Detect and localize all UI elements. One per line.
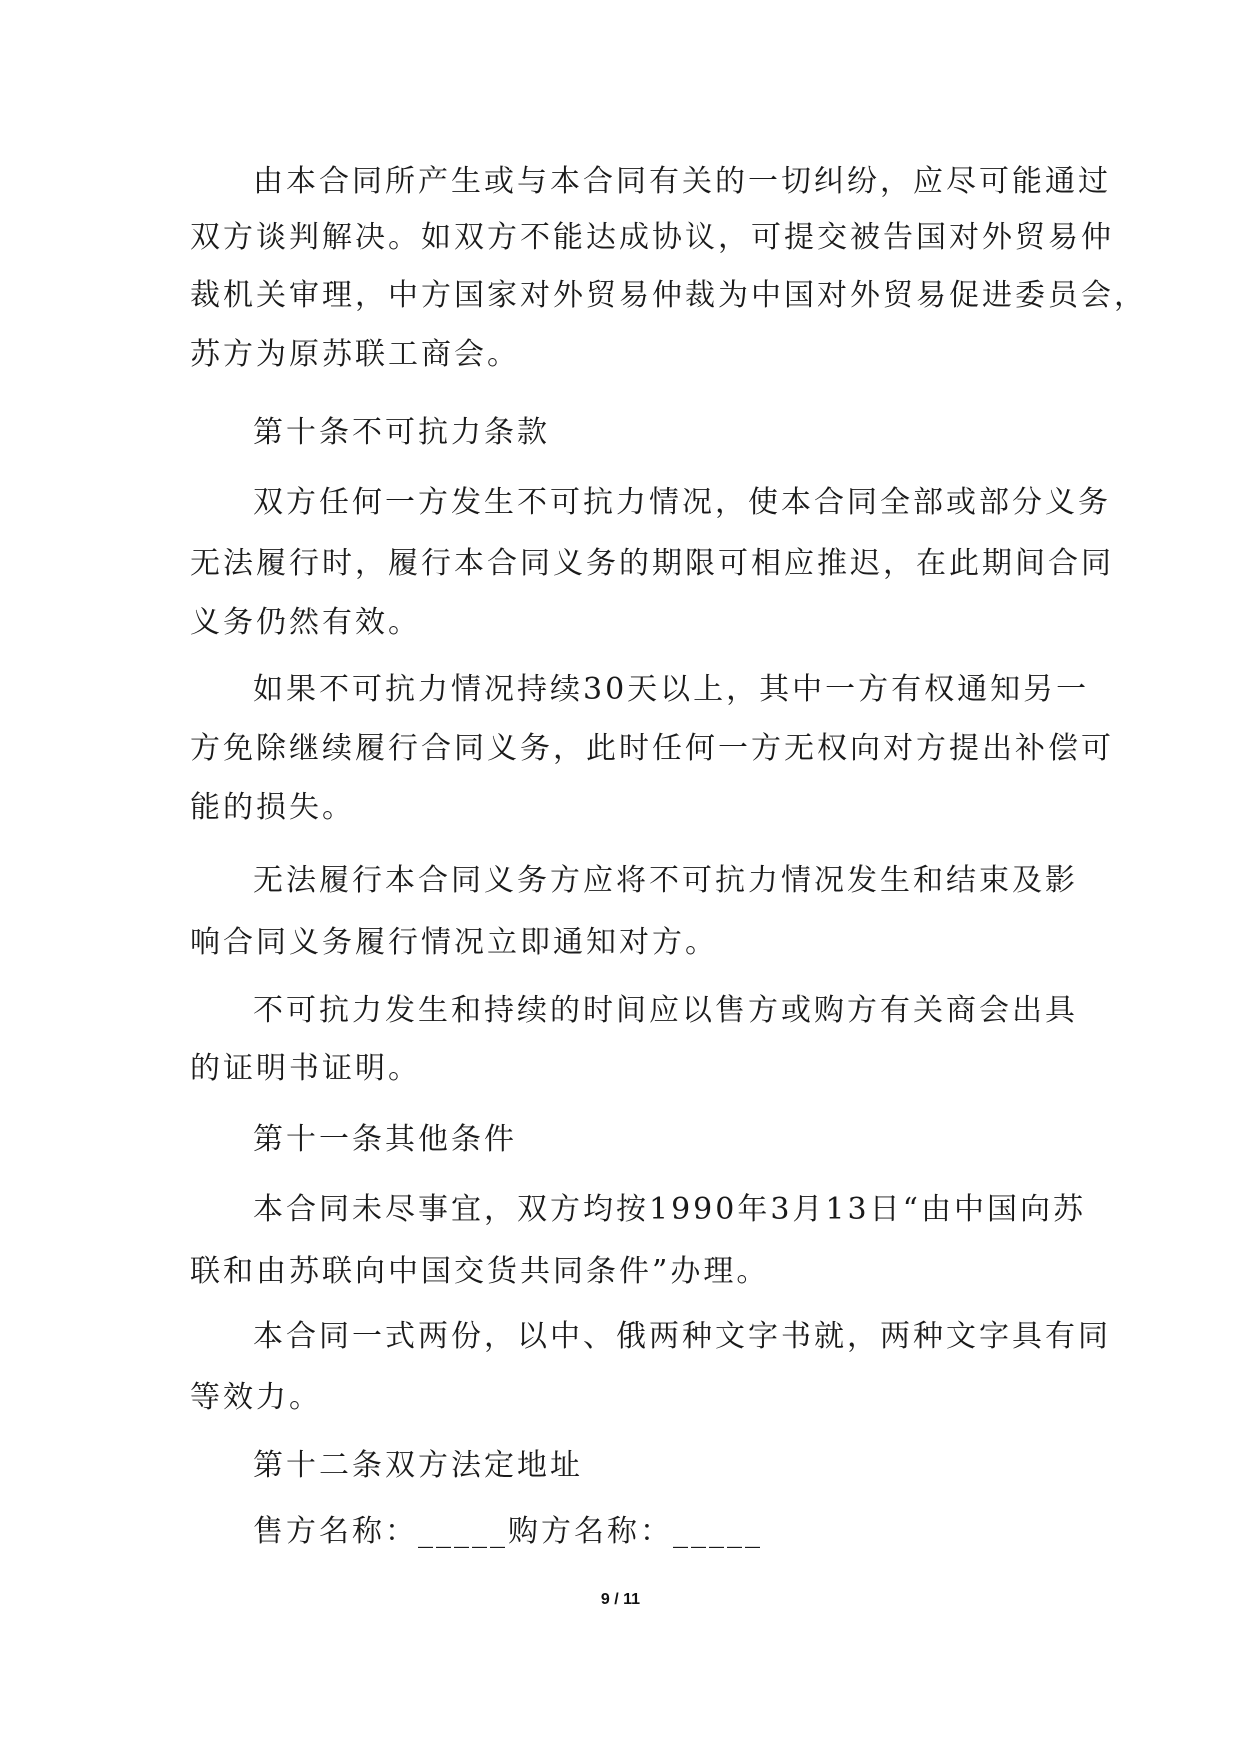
text-line: 不可抗力发生和持续的时间应以售方或购方有关商会出具 (253, 993, 1078, 1028)
text-line: 双方任何一方发生不可抗力情况，使本合同全部或部分义务 (253, 485, 1111, 520)
text-line: 方免除继续履行合同义务，此时任何一方无权向对方提出补偿可 (190, 731, 1114, 766)
section-heading: 第十条不可抗力条款 (253, 415, 550, 450)
text-line: 本合同一式两份，以中、俄两种文字书就，两种文字具有同 (253, 1319, 1111, 1354)
text-line: 联和由苏联向中国交货共同条件”办理。 (190, 1254, 770, 1289)
section-heading: 第十二条双方法定地址 (253, 1448, 583, 1483)
text-line: 本合同未尽事宜，双方均按1990年3月13日“由中国向苏 (253, 1192, 1086, 1227)
text-line: 能的损失。 (190, 790, 355, 825)
text-line: 的证明书证明。 (190, 1051, 421, 1086)
text-line: 无法履行本合同义务方应将不可抗力情况发生和结束及影 (253, 863, 1078, 898)
text-line: 由本合同所产生或与本合同有关的一切纠纷，应尽可能通过 (253, 164, 1111, 199)
text-line: 等效力。 (190, 1380, 322, 1415)
text-line: 裁机关审理，中方国家对外贸易仲裁为中国对外贸易促进委员会， (190, 278, 1147, 313)
text-line: 无法履行时，履行本合同义务的期限可相应推迟，在此期间合同 (190, 546, 1114, 581)
text-line: 售方名称：_____购方名称：_____ (253, 1514, 763, 1549)
text-line: 响合同义务履行情况立即通知对方。 (190, 925, 718, 960)
text-line: 如果不可抗力情况持续30天以上，其中一方有权通知另一 (253, 672, 1090, 707)
text-line: 双方谈判解决。如双方不能达成协议，可提交被告国对外贸易仲 (190, 220, 1114, 255)
section-heading: 第十一条其他条件 (253, 1122, 517, 1157)
text-line: 苏方为原苏联工商会。 (190, 337, 520, 372)
page-number: 9 / 11 (600, 1591, 641, 1608)
text-line: 义务仍然有效。 (190, 605, 421, 640)
